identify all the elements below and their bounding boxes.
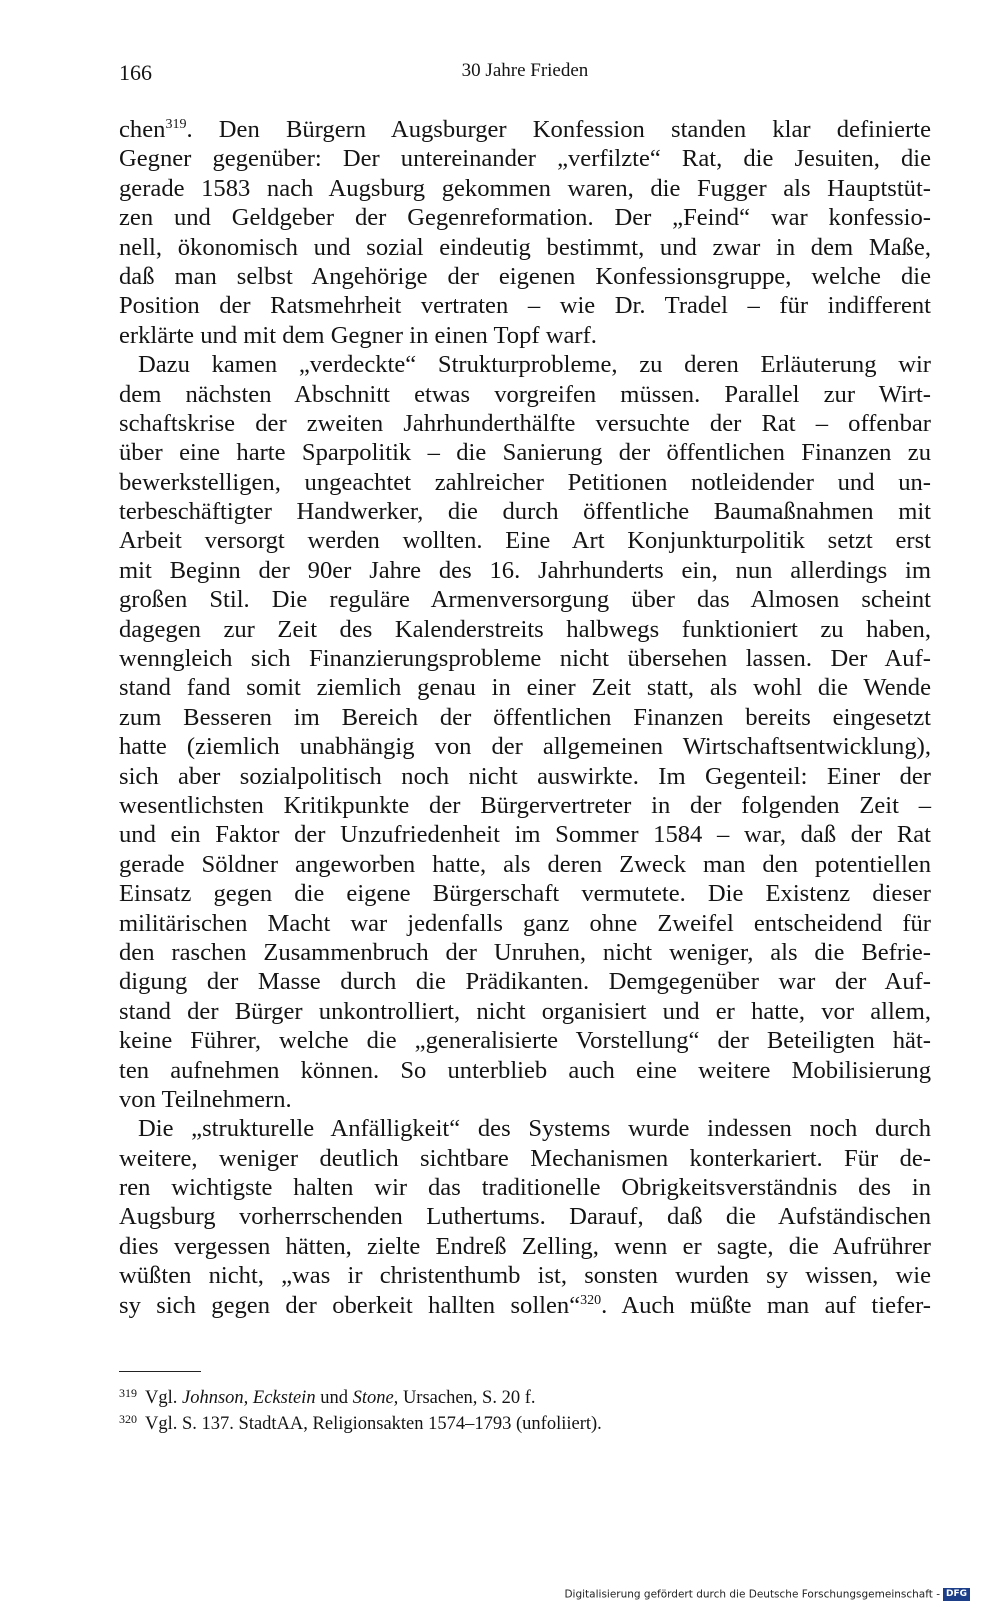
- text-line: daß man selbst Angehörige der eigenen Konfessionsgruppe, welche die: [119, 262, 931, 290]
- text-line: Augsburg vorherrschenden Luthertums. Darauf, daß die Aufständischen: [119, 1203, 931, 1231]
- text-line: keine Führer, welche die „generalisierte Vorstellung“ der Beteiligten hät-: [119, 1027, 931, 1055]
- text-line: gerade Söldner angeworben hatte, als deren Zweck man den potentiellen: [119, 850, 931, 878]
- text-line: dagegen zur Zeit des Kalenderstreits halbwegs funktioniert zu haben,: [119, 615, 931, 643]
- running-head: [119, 60, 931, 90]
- text-line: sich aber sozialpolitisch noch nicht auswirkte. Im Gegenteil: Einer der: [119, 762, 931, 790]
- footnote-ref-320[interactable]: 320: [580, 1292, 602, 1308]
- footnote-separator: [119, 1371, 201, 1372]
- text-line: von Teilnehmern.: [119, 1085, 292, 1113]
- text-line: erklärte und mit dem Gegner in einen Topf warf.: [119, 321, 597, 349]
- page-number: 166: [119, 60, 152, 85]
- text-line: und ein Faktor der Unzufriedenheit im Sommer 1584 – war, daß der Rat: [119, 821, 931, 849]
- text-line: schaftskrise der zweiten Jahrhunderthälfte versuchte der Rat – offenbar: [119, 409, 931, 437]
- text-line: zum Besseren im Bereich der öffentlichen Finanzen bereits eingesetzt: [119, 703, 931, 731]
- digitization-credit: Digitalisierung gefördert durch die Deutsche Forschungsgemeinschaft - DFG: [564, 1588, 970, 1601]
- text-line: bewerkstelligen, ungeachtet zahlreicher Petitionen notleidender und un-: [119, 468, 931, 496]
- footnote-319: 319 Vgl. Johnson, Eckstein und Stone, Ursachen, S. 20 f.: [119, 1386, 536, 1408]
- text-line: terbeschäftigter Handwerker, die durch öffentliche Baumaßnahmen mit: [119, 498, 931, 526]
- text-line: stand fand somit ziemlich genau in einer Zeit statt, als wohl die Wende: [119, 674, 931, 702]
- text-line: mit Beginn der 90er Jahre des 16. Jahrhunderts ein, nun allerdings im: [119, 556, 931, 584]
- text-line: Arbeit versorgt werden wollten. Eine Art Konjunkturpolitik setzt erst: [119, 527, 931, 555]
- text-line: nell, ökonomisch und sozial eindeutig bestimmt, und zwar in dem Maße,: [119, 233, 931, 261]
- text-line: ren wichtigste halten wir das traditionelle Obrigkeitsverständnis des in: [119, 1174, 931, 1202]
- text-line: digung der Masse durch die Prädikanten. Demgegenüber war der Auf-: [119, 968, 931, 996]
- text-line: dem nächsten Abschnitt etwas vorgreifen müssen. Parallel zur Wirt-: [119, 380, 931, 408]
- text-line: hatte (ziemlich unabhängig von der allgemeinen Wirtschaftsentwicklung),: [119, 733, 931, 761]
- text-line: über eine harte Sparpolitik – die Sanierung der öffentlichen Finanzen zu: [119, 439, 931, 467]
- text-line: chen$^{319}$. Den Bürgern Augsburger Konfession standen klar definierte: [119, 116, 931, 143]
- text-line: Gegner gegenüber: Der untereinander „verfilzte“ Rat, die Jesuiten, die: [119, 145, 931, 173]
- text-line: Die „strukturelle Anfälligkeit“ des Systems wurde indessen noch durch: [138, 1115, 931, 1143]
- text-line: sy sich gegen der oberkeit hallten sollen“$^{320}$. Auch müßte man auf tiefer-: [119, 1291, 931, 1319]
- running-title: 30 Jahre Frieden: [461, 60, 589, 81]
- text-line: stand der Bürger unkontrolliert, nicht organisiert und er hatte, vor allem,: [119, 997, 931, 1025]
- text-line: ten aufnehmen können. So unterblieb auch eine weitere Mobilisierung: [119, 1056, 931, 1084]
- text-line: wesentlichsten Kritikpunkte der Bürgervertreter in der folgenden Zeit –: [119, 791, 931, 819]
- text-line: dies vergessen hätten, zielte Endreß Zelling, wenn er sagte, die Aufrührer: [119, 1232, 931, 1260]
- body-text: [119, 115, 931, 1320]
- text-line: Position der Ratsmehrheit vertraten – wie Dr. Tradel – für indifferent: [119, 292, 931, 320]
- text-line: Einsatz gegen die eigene Bürgerschaft vermutete. Die Existenz dieser: [119, 880, 931, 908]
- text-line: wenngleich sich Finanzierungsprobleme nicht übersehen lassen. Der Auf-: [119, 645, 931, 673]
- dfg-logo: DFG: [943, 1588, 970, 1601]
- text-line: Dazu kamen „verdeckte“ Strukturprobleme, zu deren Erläuterung wir: [138, 351, 931, 379]
- footnote-320: 320 Vgl. S. 137. StadtAA, Religionsakten 1574–1793 (unfoliiert).: [119, 1412, 602, 1434]
- text-line: großen Stil. Die reguläre Armenversorgung über das Almosen scheint: [119, 586, 931, 614]
- footnote-ref-319[interactable]: 319: [165, 117, 187, 132]
- text-line: gerade 1583 nach Augsburg gekommen waren, die Fugger als Hauptstüt-: [119, 174, 931, 202]
- text-line: den raschen Zusammenbruch der Unruhen, nicht weniger, als die Befrie-: [119, 938, 931, 966]
- text-line: wüßten nicht, „was ir christenthumb ist, sonsten wurden sy wissen, wie: [119, 1262, 931, 1290]
- text-line: zen und Geldgeber der Gegenreformation. Der „Feind“ war konfessio-: [119, 204, 931, 232]
- footnotes: [119, 1385, 931, 1437]
- text-line: militärischen Macht war jedenfalls ganz ohne Zweifel entscheidend für: [119, 909, 931, 937]
- text-line: weitere, weniger deutlich sichtbare Mechanismen konterkariert. Für de-: [119, 1144, 931, 1172]
